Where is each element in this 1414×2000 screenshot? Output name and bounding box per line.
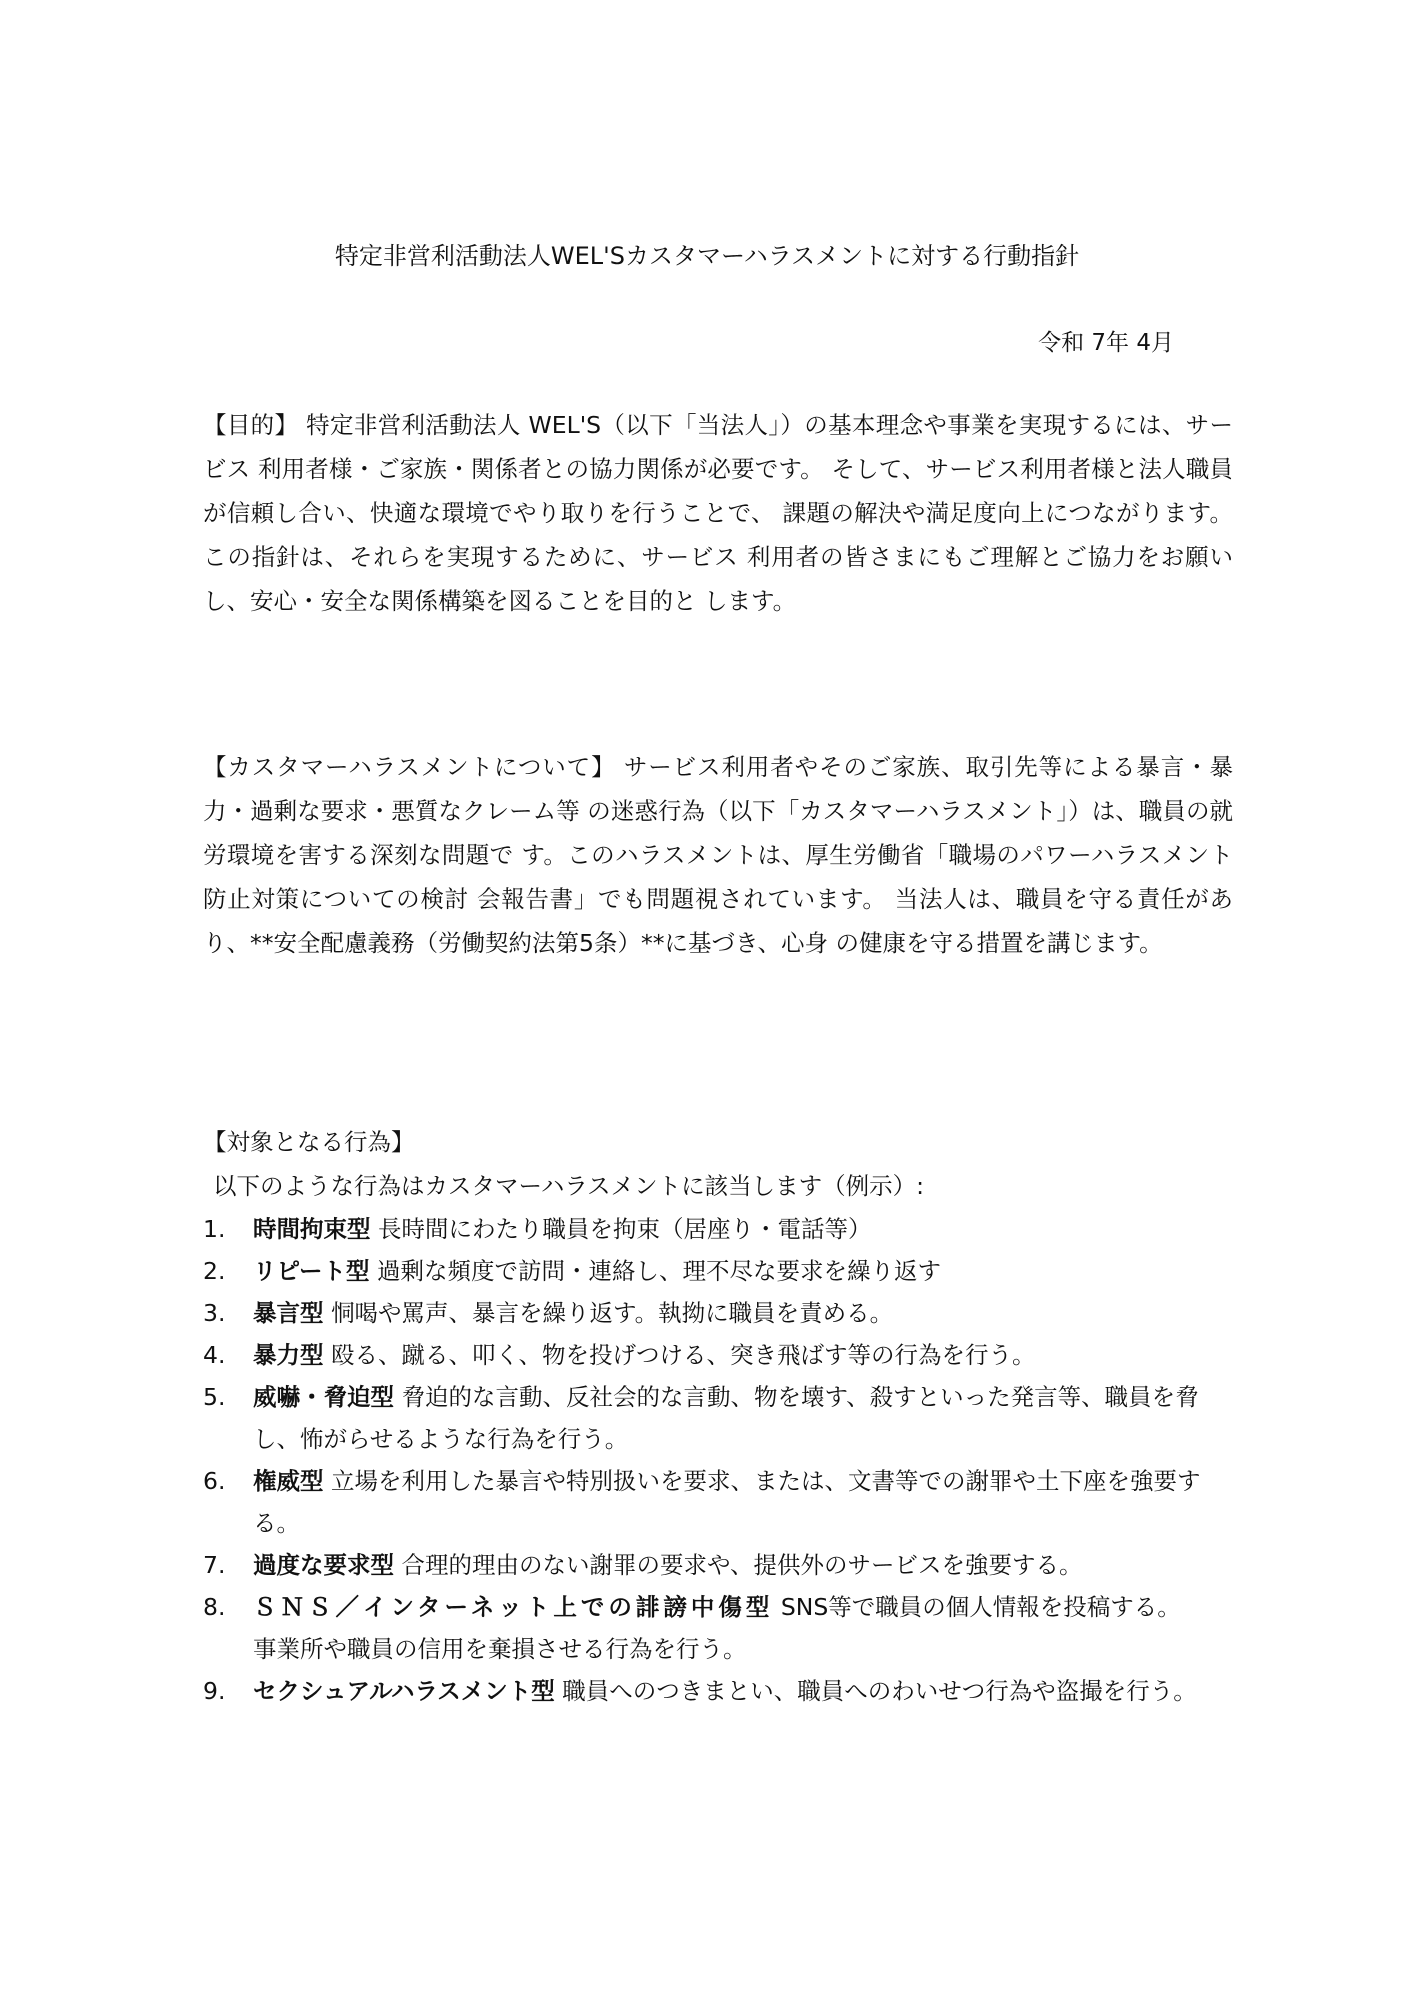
- list-item-description: 脅迫的な言動、反社会的な言動、物を壊す、殺すといった発言等、職員を脅し、怖がらせるような行為を行う。: [253, 1383, 1199, 1453]
- list-item: [203, 1334, 1203, 1376]
- list-item-type: ＳＮＳ／インターネット上での誹謗中傷型: [253, 1593, 774, 1621]
- list-item-description: 立場を利用した暴言や特別扱いを要求、または、文書等での謝罪や土下座を強要する。: [253, 1467, 1201, 1537]
- list-item-type: 時間拘束型: [253, 1215, 371, 1243]
- list-item-description: 合理的理由のない謝罪の要求や、提供外のサービスを強要する。: [394, 1551, 1083, 1579]
- list-item-description: 恫喝や罵声、暴言を繰り返す。執拗に職員を責める。: [323, 1299, 894, 1327]
- list-item-type: 暴力型: [253, 1341, 324, 1369]
- list-item-type: セクシュアルハラスメント型: [253, 1677, 555, 1705]
- list-item: [203, 1460, 1203, 1544]
- list-item-number: 1.: [203, 1215, 226, 1243]
- list-item-description: SNS等で職員の個人情報を投稿する。事業所や職員の信用を棄損させる行為を行う。: [253, 1593, 1181, 1663]
- list-item-type: 暴言型: [253, 1299, 324, 1327]
- list-item-number: 8.: [203, 1593, 226, 1621]
- list-item-number: 4.: [203, 1341, 226, 1369]
- list-item-description: 長時間にわたり職員を拘束（居座り・電話等）: [370, 1215, 872, 1243]
- document-date: 令和 7年 4月: [1038, 330, 1174, 356]
- list-item-type: 権威型: [253, 1467, 324, 1495]
- list-item-number: 2.: [203, 1257, 226, 1285]
- list-item-number: 7.: [203, 1551, 226, 1579]
- customer-harassment-paragraph: 【カスタマーハラスメントについて】 サービス利用者やそのご家族、取引先等による暴言・暴力・過剰な要求・悪質なクレーム等 の迷惑行為（以下「カスタマーハラスメント」）は、職員の就労環境を害する深刻な問題で す。このハラスメントは、厚生労働省「職場のパワーハラスメント防止対策についての検討 会報告書」でも問題視されています。 当法人は、職員を守る責任があり、**安全配慮義務（労働契約法第5条）**に基づき、心身 の健康を守る措置を講じます。: [203, 753, 1233, 957]
- list-item-description: 殴る、蹴る、叩く、物を投げつける、突き飛ばす等の行為を行う。: [323, 1341, 1036, 1369]
- list-item: [203, 1670, 1203, 1712]
- list-item-type: リピート型: [253, 1257, 370, 1285]
- list-item-number: 9.: [203, 1677, 226, 1705]
- list-item-number: 3.: [203, 1299, 226, 1327]
- target-acts-intro: 以下のような行為はカスタマーハラスメントに該当します（例示）:: [213, 1172, 925, 1200]
- target-acts-heading: 【対象となる行為】: [203, 1128, 415, 1156]
- list-item: [203, 1376, 1203, 1460]
- purpose-paragraph: 【目的】 特定非営利活動法人 WEL'S（以下「当法人」）の基本理念や事業を実現するには、サービス 利用者様・ご家族・関係者との協力関係が必要です。 そして、サービス利用者様と法人職員が信頼し合い、快適な環境でやり取りを行うことで、 課題の解決や満足度向上につながります。この指針は、それらを実現するために、サービス 利用者の皆さまにもご理解とご協力をお願いし、安心・安全な関係構築を図ることを目的と します。: [203, 411, 1233, 615]
- list-item: [203, 1586, 1203, 1670]
- list-item: [203, 1292, 1203, 1334]
- document-title: 特定非営利活動法人WEL'Sカスタマーハラスメントに対する行動指針: [334, 242, 1080, 270]
- list-item: [203, 1250, 1203, 1292]
- list-item: [203, 1544, 1203, 1586]
- list-item-number: 5.: [203, 1383, 226, 1411]
- list-item-description: 職員へのつきまとい、職員へのわいせつ行為や盗撮を行う。: [554, 1677, 1197, 1705]
- list-item-type: 威嚇・脅迫型: [253, 1383, 394, 1411]
- list-item: [203, 1208, 1203, 1250]
- list-item-type: 過度な要求型: [253, 1551, 394, 1579]
- harassment-types-list: [203, 1208, 1203, 1712]
- list-item-description: 過剰な頻度で訪問・連絡し、理不尽な要求を繰り返す: [369, 1257, 942, 1285]
- list-item-number: 6.: [203, 1467, 226, 1495]
